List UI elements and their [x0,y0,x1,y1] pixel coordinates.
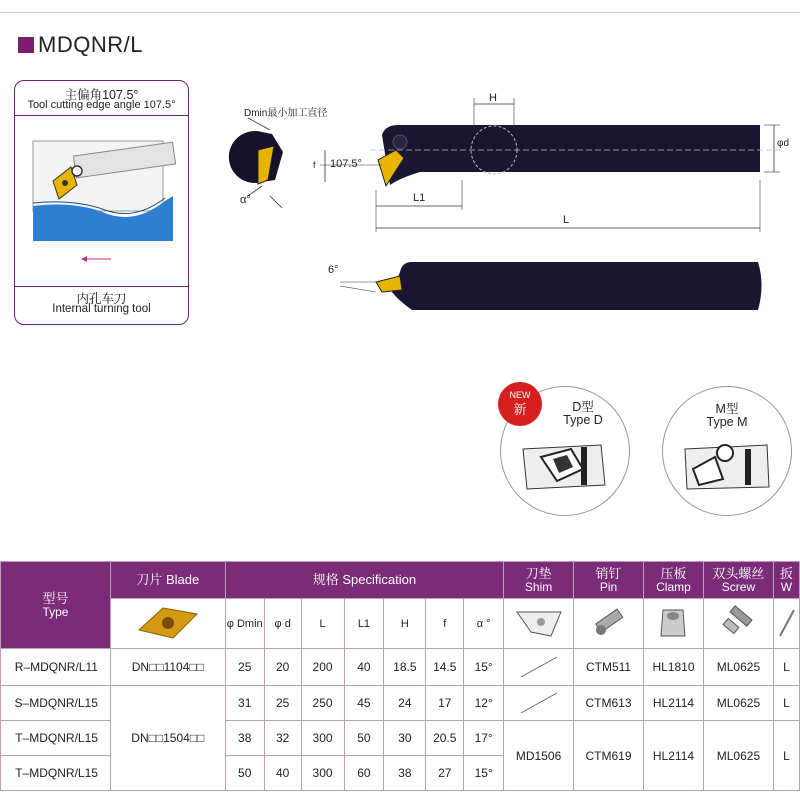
d-label: φd [777,138,790,149]
new-badge [490,374,550,434]
boring-bar-drawing [0,0,800,340]
row-type: R–MDQNR/L11 [1,649,111,686]
table-row [1,686,800,721]
pin-image [574,599,644,649]
row-H: 30 [384,721,426,756]
row-last: L [773,721,799,791]
wrench-image [773,599,799,649]
type-m-clamp-illustration [663,387,791,515]
row-clamp: HL1810 [643,649,703,686]
row-blade: DN□□1504□□ [110,686,225,791]
row-L: 300 [301,756,344,791]
header-blade: 刀片 Blade [110,562,225,599]
type-d-cn: D型 [572,400,594,414]
clamp-image [643,599,703,649]
header-last: 扳 W [773,562,799,599]
l1-label: L1 [413,192,426,204]
l-label: L [563,214,570,226]
row-last: L [773,686,799,721]
type-m-en: Type M [706,415,748,429]
row-alpha: 17° [464,721,504,756]
empty-slash-icon [509,651,569,681]
blade-image [110,599,225,649]
row-dmin: 25 [225,649,264,686]
row-f: 27 [426,756,464,791]
row-f: 17 [426,686,464,721]
caption-en: Internal turning tool [52,303,151,315]
row-L: 300 [301,721,344,756]
spec-col-alpha: α ° [464,599,504,649]
row-dmin: 38 [225,721,264,756]
row-screw: ML0625 [703,721,773,791]
spec-col-L1: L1 [344,599,384,649]
row-L1: 45 [344,686,384,721]
new-badge-cn: 新 [513,403,527,418]
spec-col-dmin: φ Dmin [225,599,264,649]
row-H: 18.5 [384,649,426,686]
header-pin: 销钉 Pin [574,562,644,599]
angle-title-cn: 主偏角107.5° [64,88,139,102]
row-blade: DN□□1104□□ [110,649,225,686]
screw-icon [710,602,766,642]
side-angle-label: 6° [328,264,339,276]
row-L: 250 [301,686,344,721]
row-shim [504,649,574,686]
row-shim [504,686,574,721]
row-d: 25 [264,686,301,721]
row-L: 200 [301,649,344,686]
row-screw: ML0625 [703,686,773,721]
page-title: MDQNR/L [38,32,143,57]
row-pin: CTM613 [574,686,644,721]
row-shim: MD1506 [504,721,574,791]
header-type: 型号 Type [1,562,111,649]
insert-icon [133,600,203,644]
row-clamp: HL2114 [643,721,703,791]
header-clamp: 压板 Clamp [643,562,703,599]
row-clamp: HL2114 [643,686,703,721]
row-L1: 60 [344,756,384,791]
row-H: 38 [384,756,426,791]
table-row [1,649,800,686]
spec-col-f: f [426,599,464,649]
row-alpha: 15° [464,756,504,791]
row-d: 40 [264,756,301,791]
spec-col-H: H [384,599,426,649]
row-pin: CTM619 [574,721,644,791]
screw-image [703,599,773,649]
row-f: 14.5 [426,649,464,686]
row-d: 20 [264,649,301,686]
row-H: 24 [384,686,426,721]
dmin-label: Dmin最小加工直径 [244,108,328,119]
type-m-panel [662,386,792,516]
shim-image [504,599,574,649]
header-spec: 规格 Specification [225,562,503,599]
row-last: L [773,649,799,686]
angle-label: 107.5° [330,158,362,170]
row-d: 32 [264,721,301,756]
row-type: T–MDQNR/L15 [1,756,111,791]
alpha-label: α° [240,194,251,206]
row-alpha: 12° [464,686,504,721]
wrench-icon [774,602,798,642]
row-type: T–MDQNR/L15 [1,721,111,756]
spec-table [0,561,800,791]
header-shim: 刀垫 Shim [504,562,574,599]
row-L1: 40 [344,649,384,686]
empty-slash-icon [509,687,569,717]
shim-icon [511,602,567,642]
row-alpha: 15° [464,649,504,686]
row-dmin: 50 [225,756,264,791]
new-badge-text: NEW [509,390,531,400]
angle-title-en: Tool cutting edge angle 107.5° [27,99,176,111]
h-label: H [489,92,497,104]
header-screw: 双头螺丝 Screw [703,562,773,599]
spec-col-d: φ d [264,599,301,649]
row-type: S–MDQNR/L15 [1,686,111,721]
row-f: 20.5 [426,721,464,756]
f-label: f [313,160,316,170]
row-pin: CTM511 [574,649,644,686]
caption-cn: 内孔车刀 [76,292,127,306]
row-dmin: 31 [225,686,264,721]
clamp-icon [645,602,701,642]
spec-col-L: L [301,599,344,649]
type-m-cn: M型 [715,402,739,416]
pin-icon [581,602,637,642]
row-screw: ML0625 [703,649,773,686]
row-L1: 50 [344,721,384,756]
type-d-en: Type D [563,413,603,427]
